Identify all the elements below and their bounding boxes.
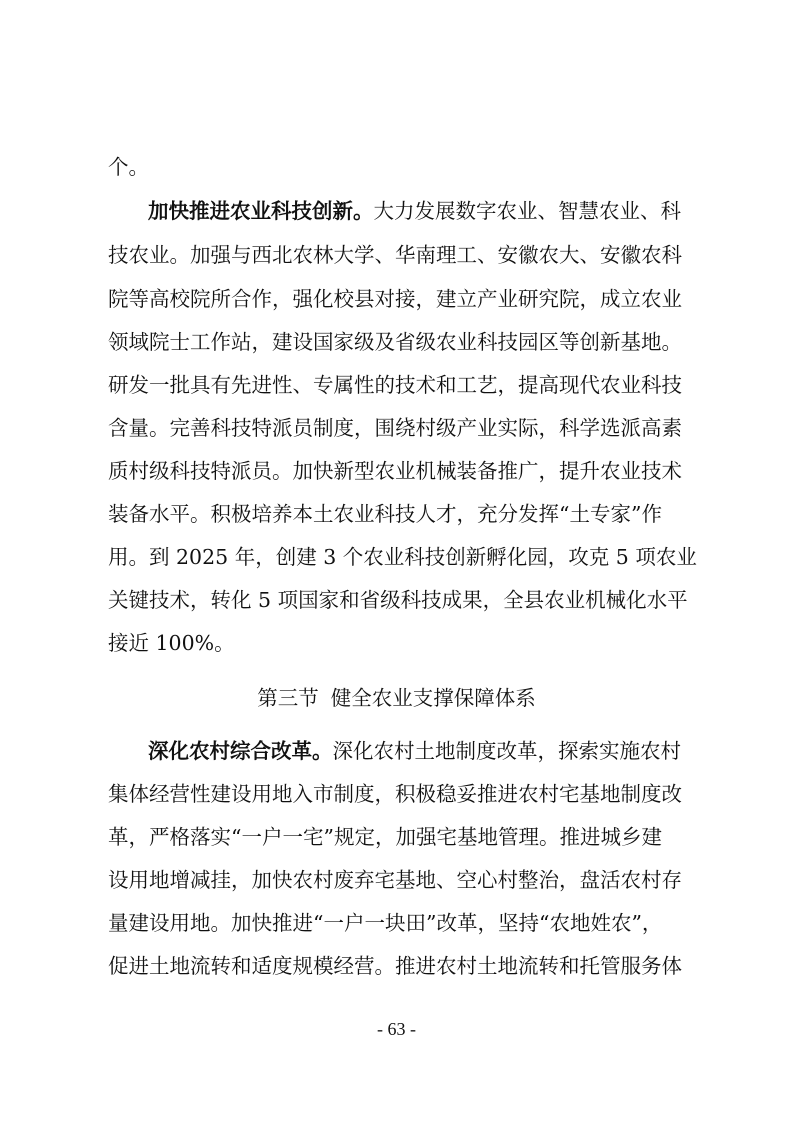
section-number: 第三节	[257, 686, 319, 710]
paragraph-first-line	[148, 192, 688, 230]
text-line: 革，严格落实“一户一宅”规定，加强宅基地管理。推进城乡建	[108, 825, 662, 849]
text-line: 质村级科技特派员。加快新型农业机械装备推广，提升农业技术	[108, 459, 682, 483]
text-line: 设用地增减挂，加快农村废弃宅基地、空心村整治，盘活农村存	[108, 868, 682, 892]
text-line: 接近 100%。	[108, 631, 235, 655]
text-line: 技农业。加强与西北农林大学、华南理工、安徽农大、安徽农科	[108, 243, 682, 267]
text-line: 含量。完善科技特派员制度，围绕村级产业实际，科学选派高素	[108, 416, 682, 440]
paragraph-lead: 加快推进农业科技创新。	[148, 199, 374, 223]
text-line: 关键技术，转化 5 项国家和省级科技成果，全县农业机械化水平	[108, 588, 688, 612]
paragraph-first-line	[148, 732, 688, 770]
text-line: 用。到 2025 年，创建 3 个农业科技创新孵化园，攻克 5 项农业	[108, 545, 697, 569]
text-line: 个。	[108, 155, 149, 179]
section-title: 健全农业支撑保障体系	[330, 686, 536, 710]
text-line: 研发一批具有先进性、专属性的技术和工艺，提高现代农业科技	[108, 373, 682, 397]
text-line: 装备水平。积极培养本土农业科技人才，充分发挥“土专家”作	[108, 502, 662, 526]
paragraph-text: 大力发展数字农业、智慧农业、科	[373, 199, 681, 223]
page-number: - 63 -	[377, 1019, 416, 1039]
text-line: 促进土地流转和适度规模经营。推进农村土地流转和托管服务体	[108, 954, 682, 978]
paragraph-text: 深化农村土地制度改革，探索实施农村	[332, 739, 681, 763]
text-line: 领域院士工作站，建设国家级及省级农业科技园区等创新基地。	[108, 330, 682, 354]
text-line: 量建设用地。加快推进“一户一块田”改革，坚持“农地姓农”，	[108, 911, 663, 935]
section-heading	[0, 679, 793, 717]
text-line: 院等高校院所合作，强化校县对接，建立产业研究院，成立农业	[108, 287, 682, 311]
text-line: 集体经营性建设用地入市制度，积极稳妥推进农村宅基地制度改	[108, 782, 682, 806]
paragraph-lead: 深化农村综合改革。	[148, 739, 333, 763]
